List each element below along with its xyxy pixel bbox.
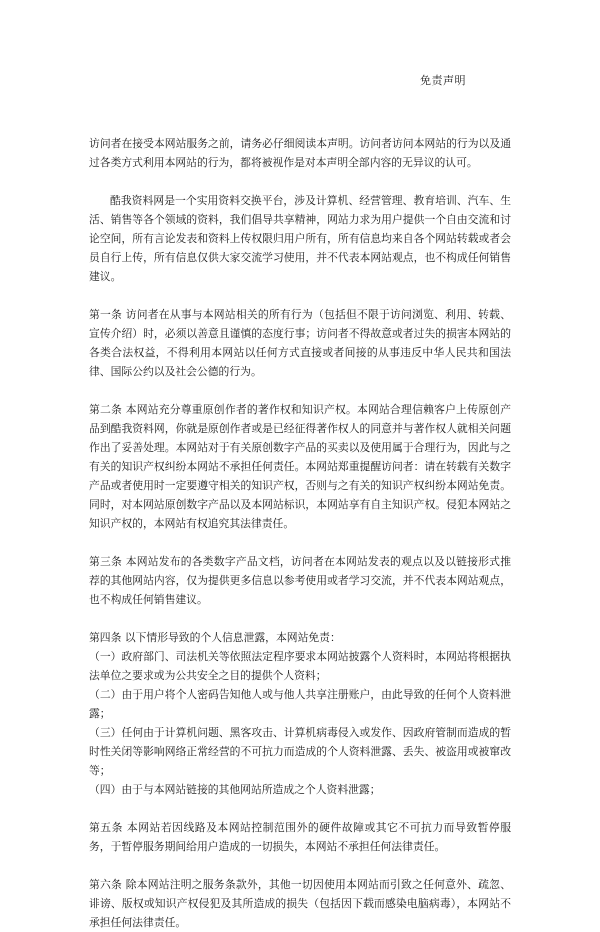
- article-4-heading: 第四条 以下情形导致的个人信息泄露，本网站免责：: [89, 631, 341, 644]
- article-4-item: （二）由于用户将个人密码告知他人或与他人共享注册账户，由此导致的任何个人资料泄露；: [89, 688, 511, 720]
- article-4-item: （四）由于与本网站链接的其他网站所造成之个人资料泄露；: [89, 783, 381, 796]
- article-4-item: （一）政府部门、司法机关等依照法定程序要求本网站披露个人资料时，本网站将根据执法单位之要求或为公共安全之目的提供个人资料；: [89, 650, 511, 682]
- article-5: 第五条 本网站若因线路及本网站控制范围外的硬件故障或其它不可抗力而导致暂停服务，于暂停服务期间给用户造成的一切损失，本网站不承担任何法律责任。: [89, 821, 511, 853]
- article-4-item: （三）任何由于计算机问题、黑客攻击、计算机病毒侵入或发作、因政府管制而造成的暂时性关闭等影响网络正常经营的不可抗力而造成的个人资料泄露、丢失、被盗用或被窜改等；: [89, 726, 511, 777]
- article-6: 第六条 除本网站注明之服务条款外，其他一切因使用本网站而引致之任何意外、疏忽、诽谤、版权或知识产权侵犯及其所造成的损失（包括因下载而感染电脑病毒），本网站不承担任何法律责任。: [89, 878, 511, 929]
- intro-paragraph: 访问者在接受本网站服务之前，请务必仔细阅读本声明。访问者访问本网站的行为以及通过各类方式利用本网站的行为，都将被视作是对本声明全部内容的无异议的认可。: [89, 137, 511, 169]
- document-body: [89, 134, 511, 932]
- about-paragraph: 酷我资料网是一个实用资料交换平台，涉及计算机、经营管理、教育培训、汽车、生活、销售等各个领域的资料，我们倡导共享精神，网站力求为用户提供一个自由交流和讨论空间，所有言论发表和资料上传权限归用户所有，所有信息均来自各个网站转载或者会员自行上传，所有信息仅供大家交流学习使用，并不代表本网站观点，也不构成任何销售建议。: [89, 194, 511, 283]
- article-3: 第三条 本网站发布的各类数字产品文档，访问者在本网站发表的观点以及以链接形式推荐的其他网站内容，仅为提供更多信息以参考使用或者学习交流，并不代表本网站观点，也不构成任何销售建议。: [89, 555, 511, 606]
- document-title: 免责声明: [420, 74, 466, 87]
- article-2: 第二条 本网站充分尊重原创作者的著作权和知识产权。本网站合理信赖客户上传原创产品到酷我资料网，你就是原创作者或是已经征得著作权人的同意并与著作权人就相关问题作出了妥善处理。本网站对于有关原创数字产品的买卖以及使用属于合理行为，因此与之有关的知识产权纠纷本网站不承担任何责任。本网站郑重提醒访问者：请在转载有关数字产品或者使用时一定要遵守相关的知识产权，否则与之有关的知识产权纠纷本网站免责。 同时，对本网站原创数字产品以及本网站标识，本网站享有自主知识产权。侵犯本网站之知识产权的，本网站有权追究其法律责任。: [89, 403, 511, 530]
- article-1: 第一条 访问者在从事与本网站相关的所有行为（包括但不限于访问浏览、利用、转载、宣传介绍）时，必须以善意且谨慎的态度行事；访问者不得故意或者过失的损害本网站的各类合法权益，不得利用本网站以任何方式直接或者间接的从事违反中华人民共和国法律、国际公约以及社会公德的行为。: [89, 308, 511, 378]
- article-4: [89, 628, 511, 799]
